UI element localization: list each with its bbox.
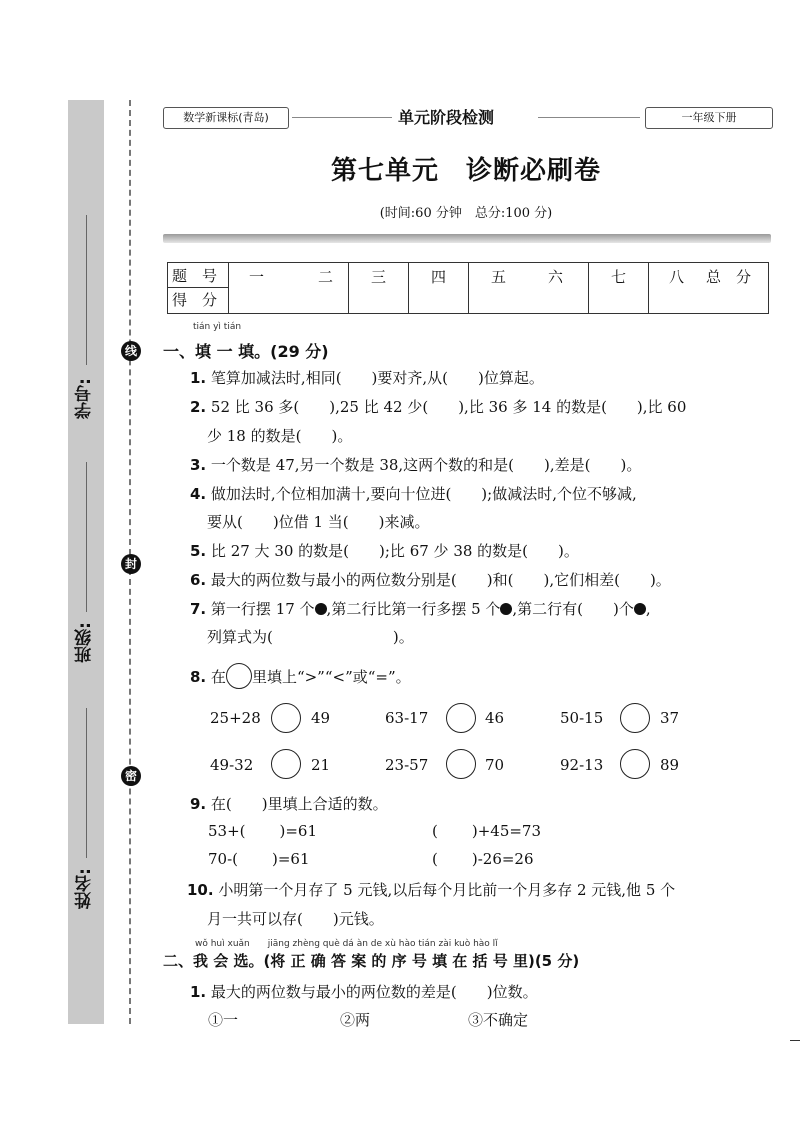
score-col-2[interactable]: 二 bbox=[318, 268, 334, 286]
s2-q1-option-2[interactable]: ②两 bbox=[340, 1011, 371, 1029]
compare-right-4: 21 bbox=[311, 756, 331, 774]
score-row-label-number: 题 号 bbox=[172, 267, 218, 285]
compare-right-5: 70 bbox=[485, 756, 505, 774]
score-col-7[interactable]: 七 bbox=[588, 263, 649, 313]
compare-left-5: 23-57 bbox=[385, 756, 429, 774]
compare-circle-6[interactable] bbox=[620, 749, 650, 779]
compare-right-3: 37 bbox=[660, 709, 680, 727]
black-dot-icon bbox=[500, 603, 512, 615]
class-label: 班级: bbox=[75, 622, 95, 663]
q8-line: 8. 在 里填上“>”“<”或“=”。 bbox=[190, 663, 411, 689]
seal-line-mark: 线 bbox=[121, 341, 141, 361]
seal-mi-mark: 密 bbox=[121, 766, 141, 786]
q1-line: 1. 笔算加减法时,相同( )要对齐,从( )位算起。 bbox=[190, 369, 544, 387]
compare-circle-1[interactable] bbox=[271, 703, 301, 733]
s2-q1-option-1[interactable]: ①一 bbox=[208, 1011, 239, 1029]
compare-circle-2[interactable] bbox=[446, 703, 476, 733]
s2-q1-line: 1. 最大的两位数与最小的两位数的差是( )位数。 bbox=[190, 983, 538, 1001]
black-dot-icon bbox=[634, 603, 646, 615]
compare-right-1: 49 bbox=[311, 709, 331, 727]
score-table bbox=[167, 262, 769, 314]
q9-line: 9. 在( )里填上合适的数。 bbox=[190, 795, 388, 813]
compare-left-1: 25+28 bbox=[210, 709, 261, 727]
score-col-3[interactable]: 三 bbox=[348, 263, 409, 313]
name-label: 姓名: bbox=[75, 868, 95, 909]
grade-badge: 一年级下册 bbox=[645, 107, 773, 129]
curriculum-badge: 数学新课标(青岛) bbox=[163, 107, 289, 129]
q2-line2: 少 18 的数是( )。 bbox=[207, 427, 353, 445]
fill-eq-3: 70-( )=61 bbox=[208, 850, 310, 868]
compare-circle-5[interactable] bbox=[446, 749, 476, 779]
section1-heading: 一、填 一 填。(29 分) bbox=[163, 342, 329, 361]
compare-right-2: 46 bbox=[485, 709, 505, 727]
q3-line: 3. 一个数是 47,另一个数是 38,这两个数的和是( ),差是( )。 bbox=[190, 456, 642, 474]
q5-line: 5. 比 27 大 30 的数是( );比 67 少 38 的数是( )。 bbox=[190, 542, 579, 560]
class-blank bbox=[86, 462, 87, 612]
compare-left-4: 49-32 bbox=[210, 756, 254, 774]
fill-eq-4: ( )-26=26 bbox=[432, 850, 534, 868]
compare-right-6: 89 bbox=[660, 756, 680, 774]
header-title: 单元阶段检测 bbox=[398, 108, 495, 127]
q7-line1: 7. 第一行摆 17 个 ,第二行比第一行多摆 5 个 ,第二行有( )个 , bbox=[190, 600, 651, 618]
q10-line1: 10. 小明第一个月存了 5 元钱,以后每个月比前一个月多存 2 元钱,他 5 个 bbox=[187, 881, 676, 899]
score-col-8[interactable]: 八 bbox=[648, 263, 689, 313]
student-id-label: 学号: bbox=[75, 378, 95, 419]
black-dot-icon bbox=[315, 603, 327, 615]
s2-q1-option-3[interactable]: ③不确定 bbox=[468, 1011, 529, 1029]
score-row-label-score: 得 分 bbox=[172, 291, 218, 309]
header-divider-bar bbox=[163, 234, 771, 243]
score-row-divider bbox=[168, 287, 228, 288]
section2-heading: 二、我 会 选。(将 正 确 答 案 的 序 号 填 在 括 号 里)(5 分) bbox=[163, 952, 580, 970]
q2-line1: 2. 52 比 36 多( ),25 比 42 少( ),比 36 多 14 的数是( ),比 60 bbox=[190, 398, 687, 416]
name-blank bbox=[86, 708, 87, 858]
page-edge-mark bbox=[790, 1040, 800, 1041]
compare-left-2: 63-17 bbox=[385, 709, 429, 727]
header-rule-left bbox=[292, 117, 392, 118]
fill-eq-2: ( )+45=73 bbox=[432, 822, 542, 840]
q7-line2: 列算式为( )。 bbox=[207, 628, 414, 646]
page-title: 第七单元 诊断必刷卷 bbox=[330, 156, 601, 186]
circle-icon bbox=[226, 663, 252, 689]
q4-line1: 4. 做加法时,个位相加满十,要向十位进( );做减法时,个位不够减, bbox=[190, 485, 637, 503]
compare-circle-4[interactable] bbox=[271, 749, 301, 779]
q6-line: 6. 最大的两位数与最小的两位数分别是( )和( ),它们相差( )。 bbox=[190, 571, 671, 589]
compare-left-3: 50-15 bbox=[560, 709, 604, 727]
section1-pinyin: tián yì tián bbox=[193, 322, 242, 332]
score-col-5[interactable]: 五 bbox=[468, 263, 529, 313]
q10-line2: 月一共可以存( )元钱。 bbox=[207, 910, 384, 928]
score-col-1[interactable]: 一 bbox=[228, 263, 289, 313]
section2-pinyin: wǒ huì xuǎn jiāng zhèng què dá àn de xù hào tián zài kuò hào lǐ bbox=[195, 939, 498, 949]
score-col-6[interactable]: 六 bbox=[548, 268, 564, 286]
fill-eq-1: 53+( )=61 bbox=[208, 822, 318, 840]
score-col-4[interactable]: 四 bbox=[408, 263, 469, 313]
q4-line2: 要从( )位借 1 当( )来减。 bbox=[207, 513, 430, 531]
exam-info: (时间:60 分钟 总分:100 分) bbox=[379, 206, 553, 221]
header-rule-right bbox=[538, 117, 640, 118]
student-id-blank bbox=[86, 215, 87, 365]
compare-circle-3[interactable] bbox=[620, 703, 650, 733]
score-col-total[interactable]: 总 分 bbox=[706, 268, 752, 286]
compare-left-6: 92-13 bbox=[560, 756, 604, 774]
seal-feng-mark: 封 bbox=[121, 554, 141, 574]
